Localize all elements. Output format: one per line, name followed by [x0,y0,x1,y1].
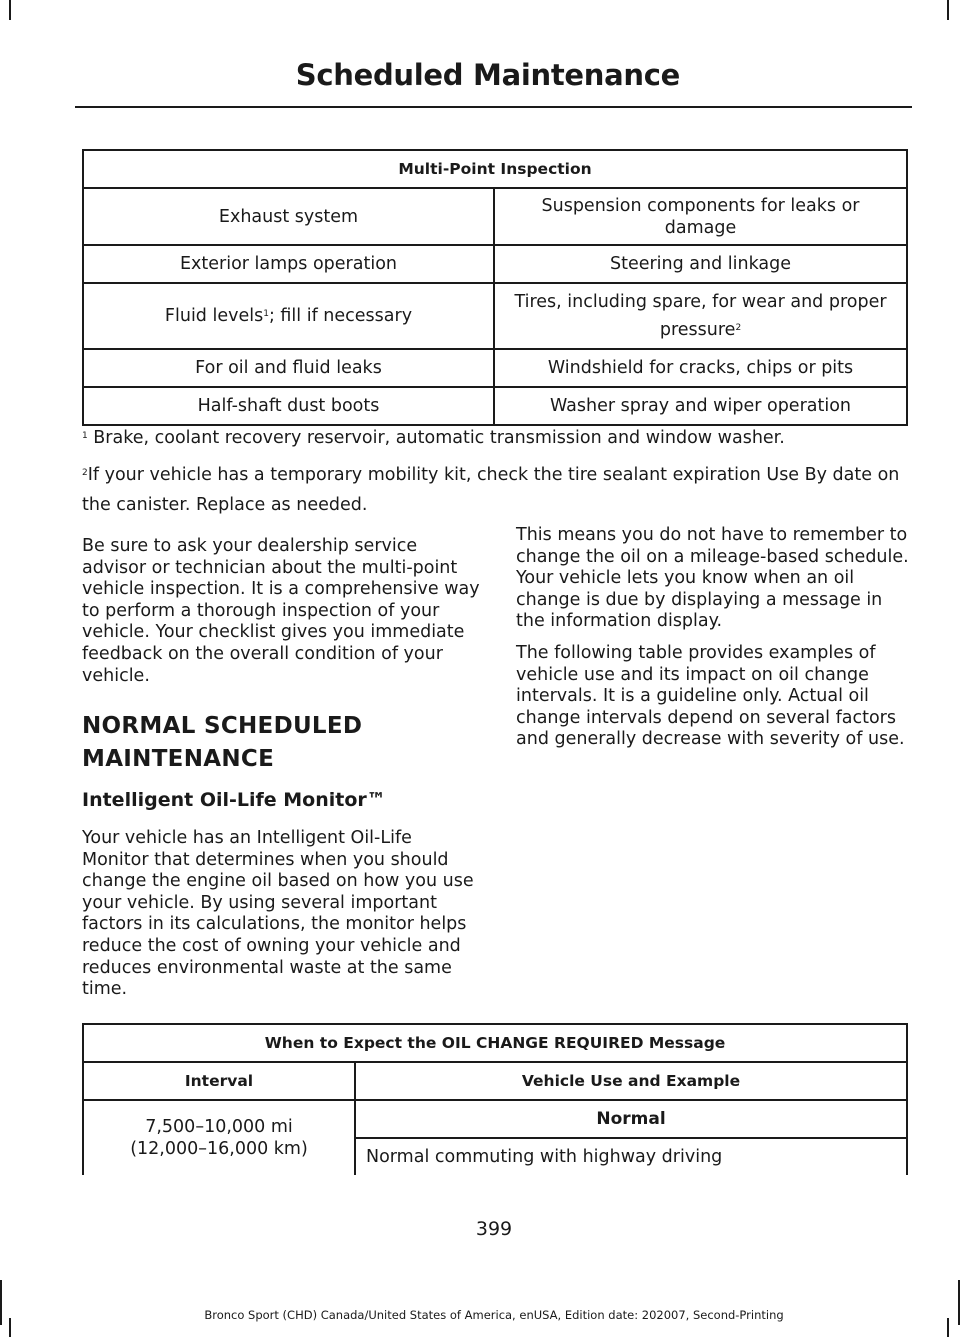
footnote-2 [82,460,912,520]
left-column-body [82,828,482,1011]
inspection-item: For oil and fluid leaks [83,349,494,387]
use-example: Normal commuting with highway driving [355,1138,907,1175]
column-header-vehicle-use: Vehicle Use and Example [355,1062,907,1100]
crop-mark [947,0,949,20]
table-row [83,245,907,283]
edition-info: Bronco Sport (CHD) Canada/United States of America, enUSA, Edition date: 202007, Second-Printing [204,1308,784,1322]
inspection-item: Windshield for cracks, chips or pits [494,349,907,387]
page-title: Scheduled Maintenance [295,58,680,92]
inspection-item: Suspension components for leaks or damage [494,188,907,245]
footnote-1 [82,426,912,451]
crop-mark [9,0,11,20]
use-category: Normal [355,1100,907,1138]
inspection-item-text: Fluid levels [164,306,264,326]
section-heading-line: MAINTENANCE [82,746,275,772]
title-divider [75,106,912,108]
body-paragraph: Your vehicle has an Intelligent Oil-Life Monitor that determines when you should change the engine oil based on how you use your vehicle. By using several important factors in its calculations, the monitor helps reduce the cost of owning your vehicle and reduces environmental waste at the same time. [82,828,474,1000]
inspection-item: Exhaust system [83,188,494,245]
footnote-text: If your vehicle has a temporary mobility kit, check the tire sealant expiration Use By date on the canister. Replace as needed. [82,465,900,515]
table-row [83,349,907,387]
interval-miles: 7,500–10,000 mi [145,1117,293,1137]
section-heading [82,711,362,775]
multi-point-inspection-table [82,149,908,426]
footnote-text: Brake, coolant recovery reservoir, automatic transmission and window washer. [87,428,785,448]
body-paragraph: This means you do not have to remember to change the oil on a mileage-based schedule. Your vehicle lets you know when an oil change is due by displaying a message in the information display. [516,525,909,632]
inspection-item-suffix: ; fill if necessary [268,306,413,326]
inspection-item: Half-shaft dust boots [83,387,494,425]
footnote-mark: 1 [82,431,88,441]
inspection-item-text: Tires, including spare, for wear and proper pressure [514,292,887,340]
section-heading-line: NORMAL SCHEDULED [82,713,363,739]
inspection-table-title: Multi-Point Inspection [83,150,907,188]
inspection-item [83,283,494,349]
inspection-item [494,283,907,349]
interval-kilometers: (12,000–16,000 km) [130,1139,308,1159]
subsection-heading: Intelligent Oil-Life Monitor™ [82,789,386,811]
footnote-mark: 2 [82,468,88,478]
table-row [83,1100,907,1138]
interval-cell [83,1100,355,1175]
column-header-interval: Interval [83,1062,355,1100]
footnote-ref: 2 [735,323,742,333]
left-column-intro [82,536,482,697]
intro-paragraph: Be sure to ask your dealership service advisor or technician about the multi-point vehicle inspection. It is a comprehensive way to perform a thorough inspection of your vehicle. Your checklist gives you immediate feedback on the overall condition of your vehicle. [82,536,480,686]
inspection-item: Washer spray and wiper operation [494,387,907,425]
inspection-item: Steering and linkage [494,245,907,283]
footnote-ref: 1 [263,309,269,319]
body-paragraph: The following table provides examples of vehicle use and its impact on oil change intervals. It is a guideline only. Actual oil change intervals depend on several factors and generally decrease with severity of use. [516,642,905,750]
right-column [516,525,912,761]
inspection-item: Exterior lamps operation [83,245,494,283]
table-row [83,188,907,245]
table-row [83,283,907,349]
oil-table-title: When to Expect the OIL CHANGE REQUIRED Message [83,1024,907,1062]
table-header-row [83,1062,907,1100]
table-row [83,387,907,425]
page-number: 399 [475,1218,513,1240]
oil-change-table [82,1023,908,1175]
